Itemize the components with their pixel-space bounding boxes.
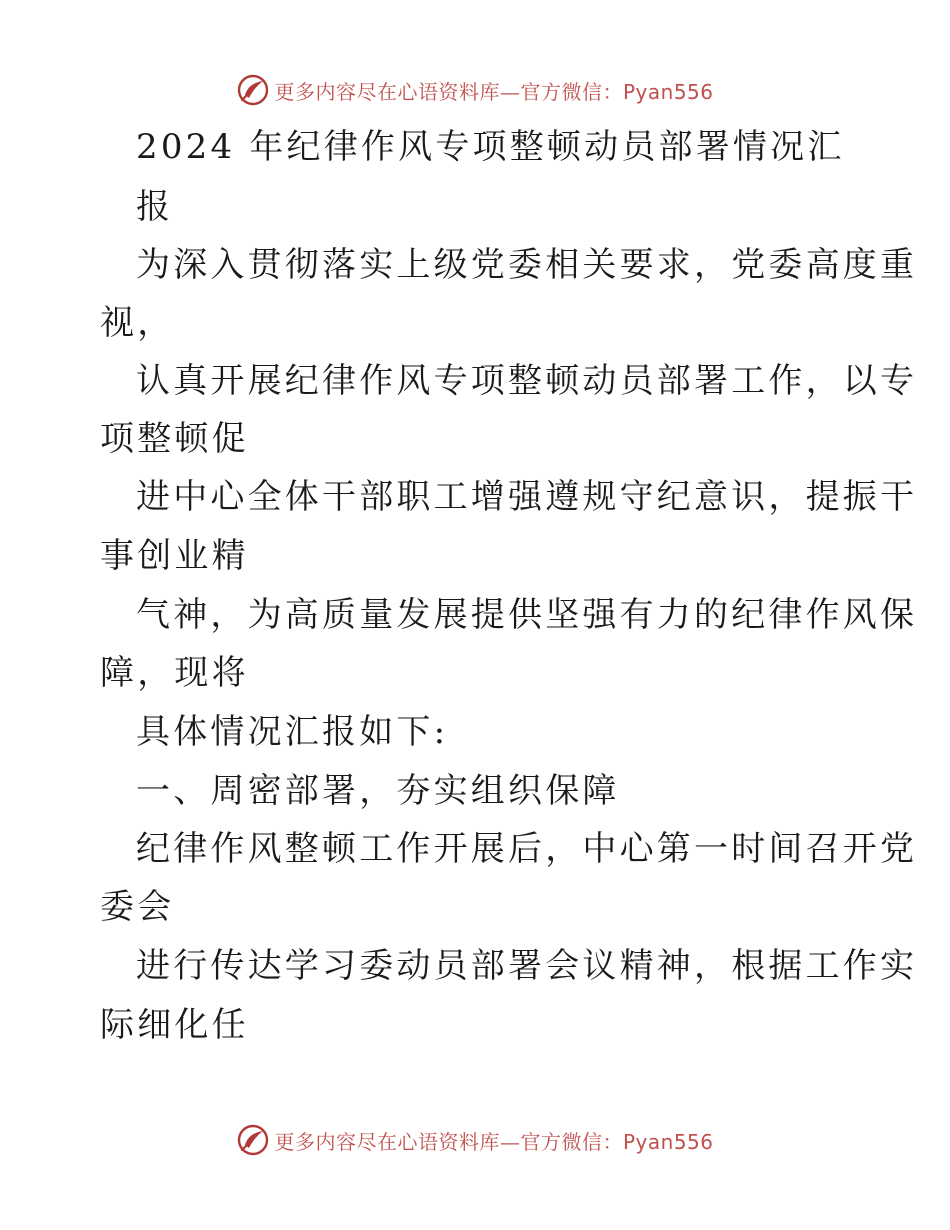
paragraph-line: 事创业精 — [100, 536, 249, 576]
paragraph-line: 进行传达学习委动员部署会议精神，根据工作实 — [136, 946, 918, 986]
paragraph-line: 气神，为高质量发展提供坚强有力的纪律作风保 — [136, 595, 918, 635]
paragraph-line: 际细化任 — [100, 1005, 249, 1045]
banner-text: 更多内容尽在心语资料库—官方微信：Pyan556 — [274, 79, 714, 104]
paragraph-line: 障，现将 — [100, 653, 249, 693]
paragraph-line: 视， — [100, 303, 175, 343]
section-heading: 一、周密部署，夯实组织保障 — [136, 771, 620, 811]
paragraph-line: 委会 — [100, 887, 175, 927]
banner-text: 更多内容尽在心语资料库—官方微信：Pyan556 — [274, 1129, 714, 1154]
paragraph-line: 项整顿促 — [100, 419, 249, 459]
wechat-id: Pyan556 — [622, 1129, 714, 1154]
paragraph-line: 纪律作风整顿工作开展后，中心第一时间召开党 — [136, 829, 918, 869]
paragraph-line: 认真开展纪律作风专项整顿动员部署工作，以专 — [136, 361, 918, 401]
doc-title-line-1: 2024 年纪律作风专项整顿动员部署情况汇 — [136, 127, 845, 167]
paragraph-line: 进中心全体干部职工增强遵规守纪意识，提振干 — [136, 477, 918, 517]
paragraph-line: 具体情况汇报如下: — [136, 712, 449, 752]
brand-logo-icon — [236, 1123, 270, 1157]
footer-watermark-banner — [0, 1120, 950, 1160]
wechat-id: Pyan556 — [622, 79, 714, 104]
paragraph-line: 为深入贯彻落实上级党委相关要求，党委高度重 — [136, 245, 918, 285]
doc-title-line-2: 报 — [136, 187, 174, 227]
